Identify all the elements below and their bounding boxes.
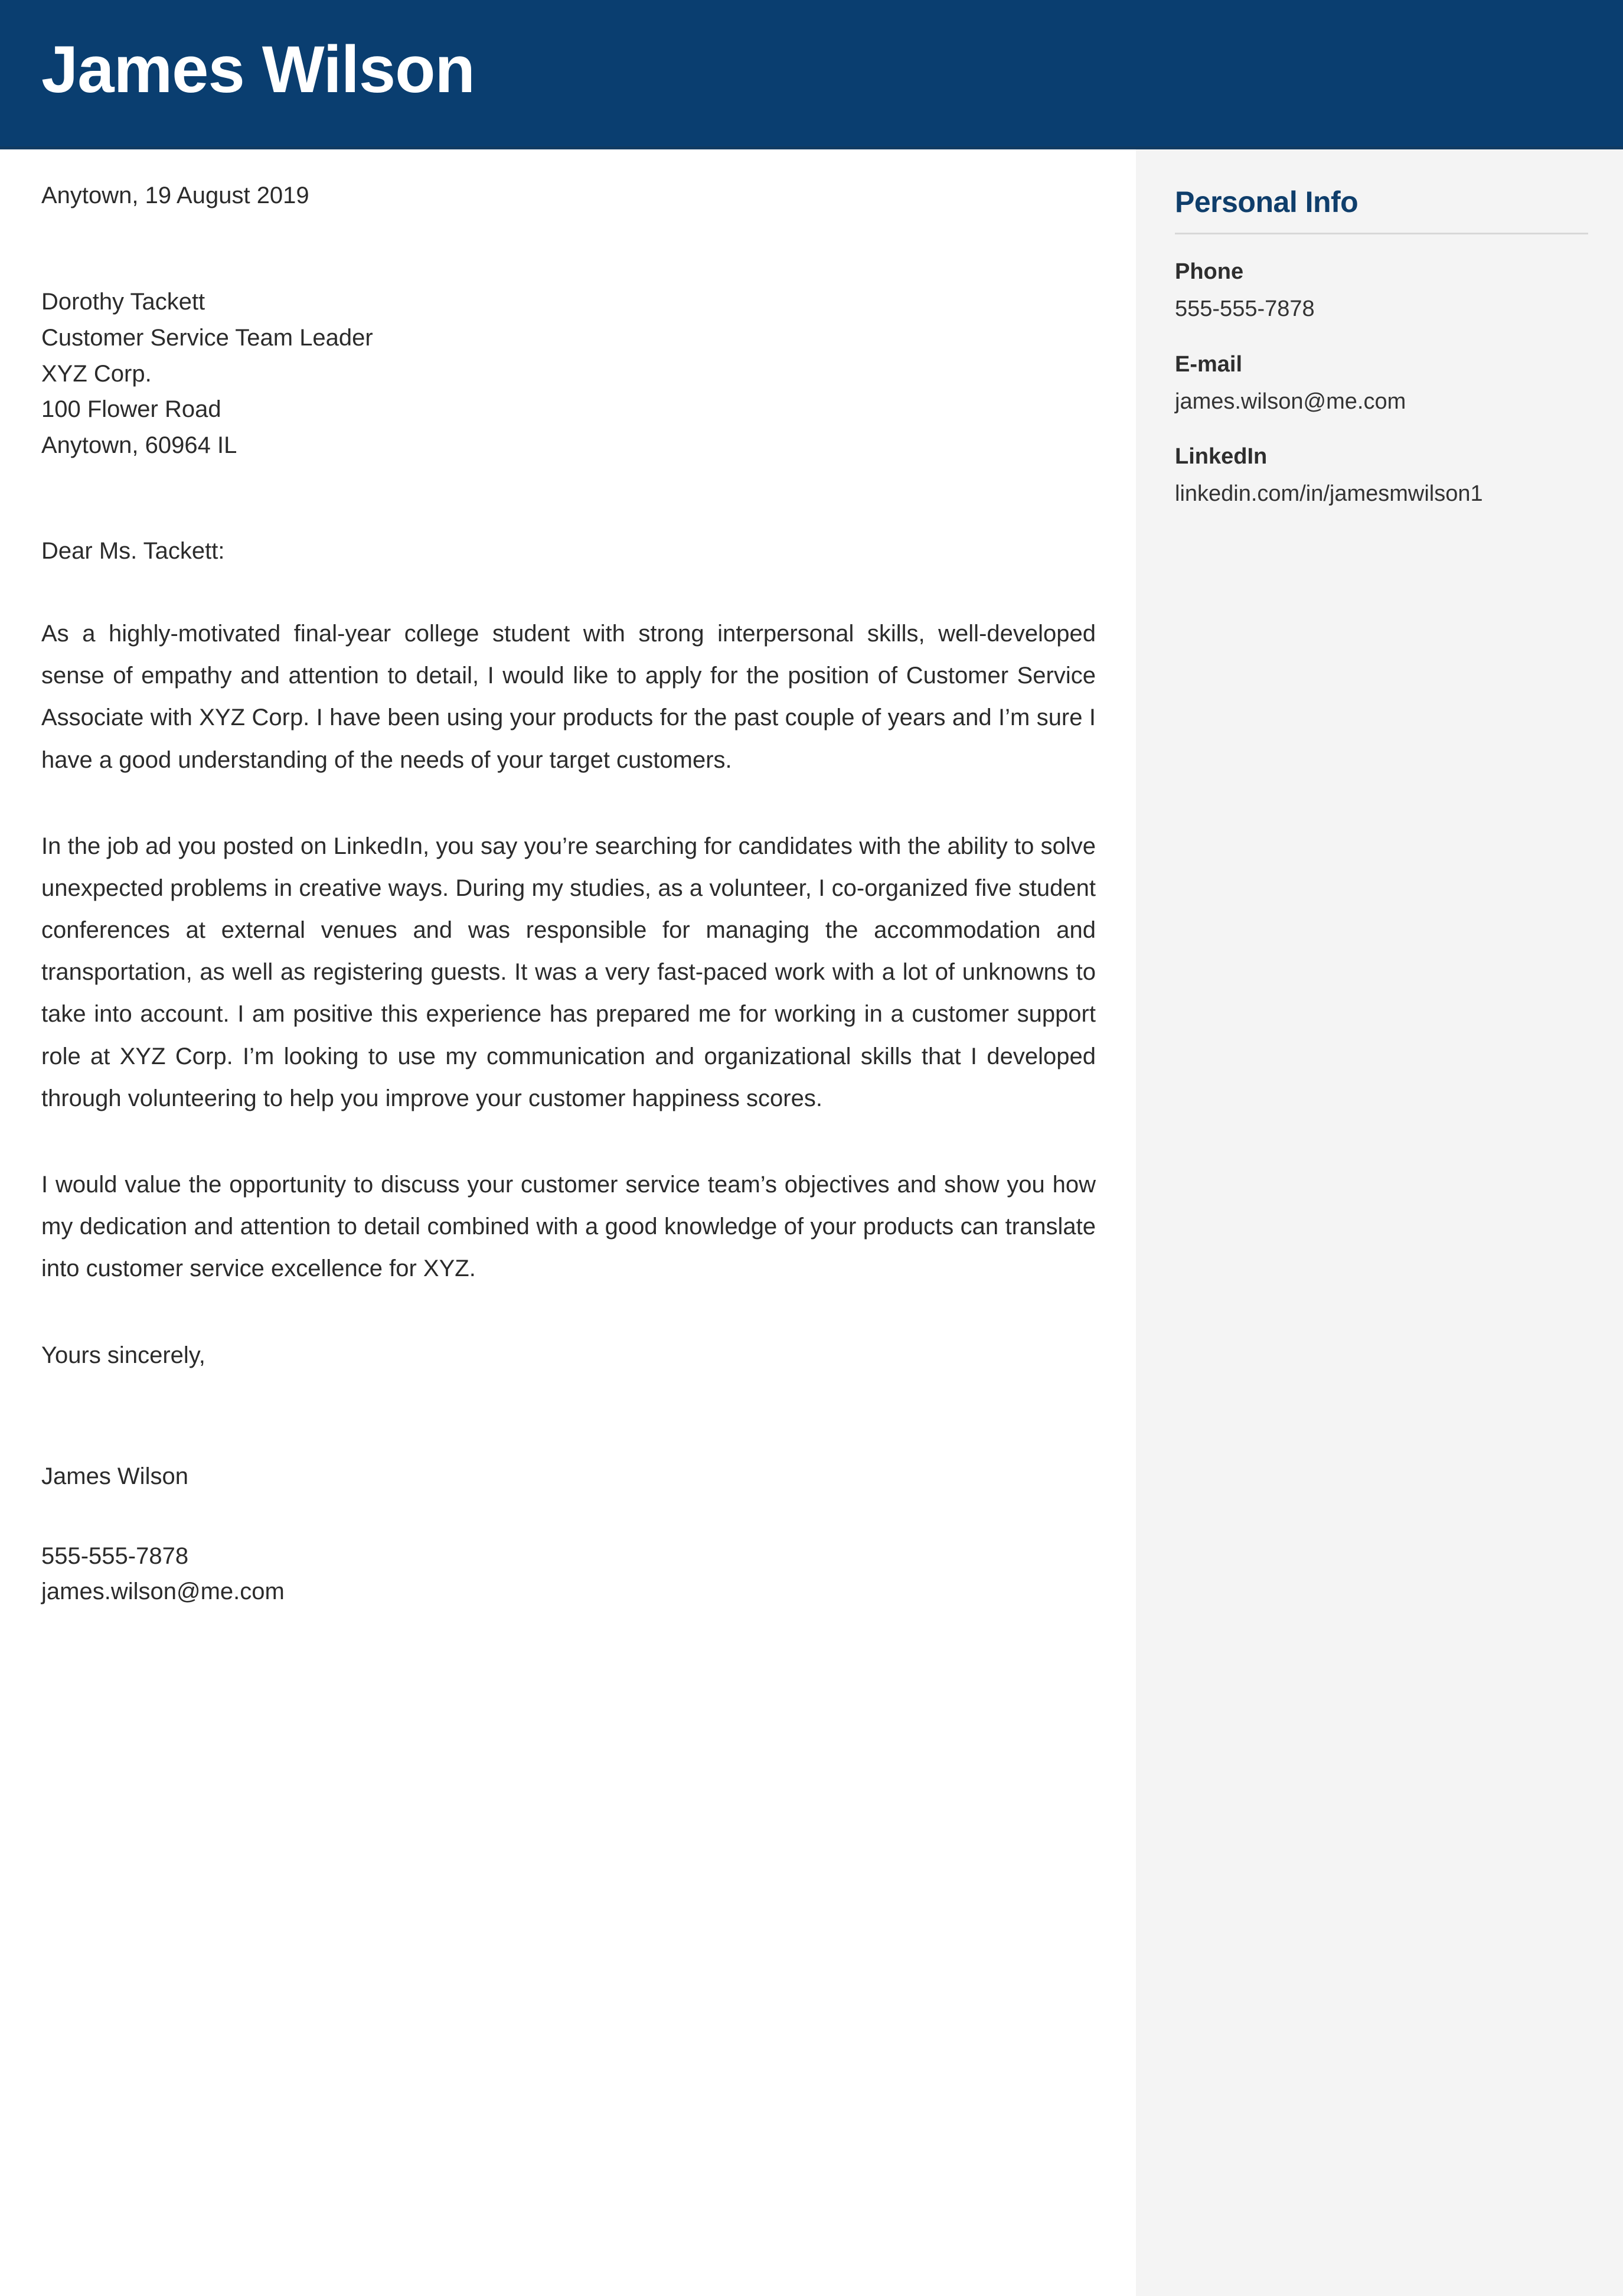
phone-label: Phone	[1175, 259, 1244, 284]
signature-phone: 555-555-7878	[41, 1542, 189, 1569]
body-paragraph-2: In the job ad you posted on LinkedIn, you say you’re searching for candidates with the ability to solve unexpected problems in creative ways. During my studies, as a volunteer, I co-organized five student conferences at external venues and was responsible for managing the accommodation and transportation, as well as registering guests. It was a very fast-paced work with a lot of unknowns to take into account. I am positive this experience has prepared me for working in a customer support role at XYZ Corp. I’m looking to use my communication and organizational skills that I developed through volunteering to help you improve your customer happiness scores.	[41, 833, 1096, 1111]
recipient-street: 100 Flower Road	[41, 396, 221, 423]
signature-email: james.wilson@me.com	[41, 1578, 285, 1605]
recipient-name: Dorothy Tackett	[41, 289, 205, 315]
recipient-city: Anytown, 60964 IL	[41, 432, 237, 459]
info-group-linkedin	[1175, 442, 1588, 510]
phone-value: 555-555-7878	[1175, 296, 1315, 322]
signature-contact-block	[41, 1538, 1096, 1610]
recipient-company: XYZ Corp.	[41, 360, 152, 387]
personal-info-heading: Personal Info	[1175, 185, 1359, 218]
personal-info-panel	[1175, 149, 1588, 510]
letter-body	[41, 149, 1096, 1610]
recipient-title: Customer Service Team Leader	[41, 324, 373, 351]
closing-line: Yours sincerely,	[41, 1342, 205, 1368]
email-value: james.wilson@me.com	[1175, 389, 1406, 414]
info-group-email	[1175, 350, 1588, 418]
date-line: Anytown, 19 August 2019	[41, 182, 309, 208]
body-paragraph-3: I would value the opportunity to discuss your customer service team’s objectives and show you how my dedication and attention to detail combined with a good knowledge of your products can translate into customer service excellence for XYZ.	[41, 1172, 1096, 1282]
recipient-address-block	[41, 284, 1096, 464]
linkedin-label: LinkedIn	[1175, 444, 1268, 469]
header-banner	[0, 0, 1623, 146]
salutation: Dear Ms. Tackett:	[41, 537, 225, 564]
signature-name: James Wilson	[41, 1463, 188, 1489]
linkedin-value: linkedin.com/in/jamesmwilson1	[1175, 481, 1483, 507]
body-paragraph-1: As a highly-motivated final-year college student with strong interpersonal skills, well-developed sense of empathy and attention to detail, I would like to apply for the position of Customer Service Associate with XYZ Corp. I have been using your products for the past couple of years and I’m sure I have a good understanding of the needs of your target customers.	[41, 620, 1096, 773]
email-label: E-mail	[1175, 351, 1243, 377]
heading-divider	[1175, 233, 1588, 234]
info-group-phone	[1175, 257, 1588, 325]
page-title: James Wilson	[41, 32, 475, 106]
